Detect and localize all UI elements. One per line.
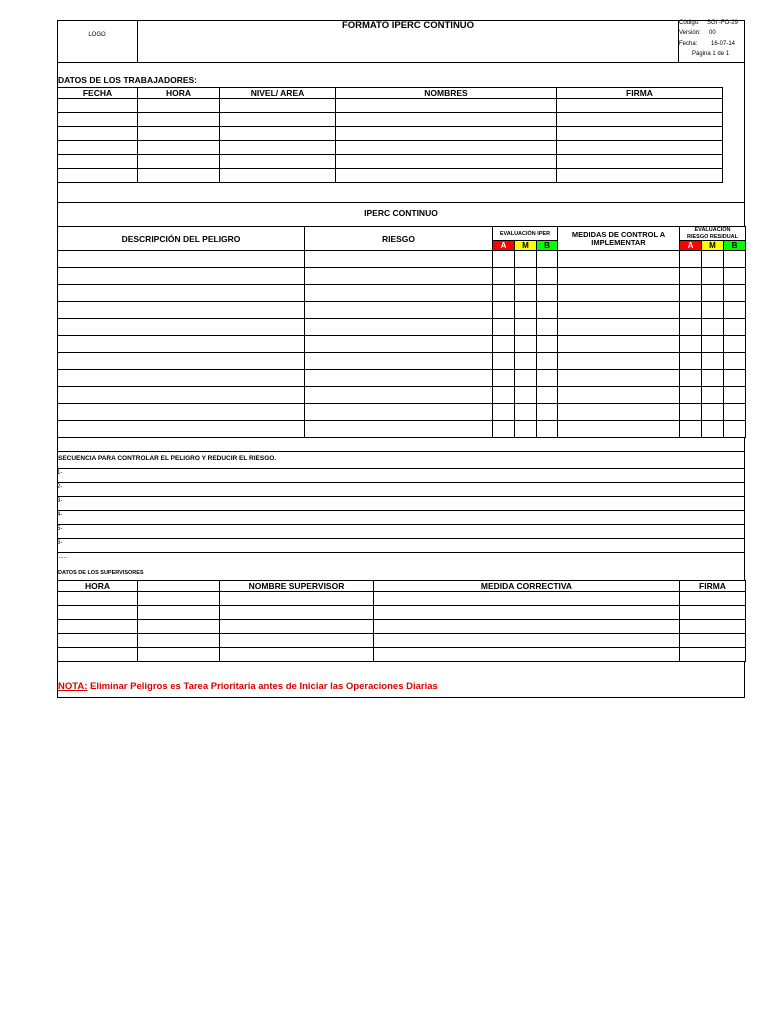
- iperc-cell[interactable]: [305, 336, 493, 353]
- supervisor-row: [58, 592, 746, 606]
- iperc-cell[interactable]: [724, 370, 746, 387]
- sequence-line: [57, 552, 745, 553]
- iperc-cell[interactable]: [702, 421, 724, 438]
- cell[interactable]: [336, 155, 557, 169]
- iperc-cell[interactable]: [305, 387, 493, 404]
- iperc-cell[interactable]: [724, 421, 746, 438]
- version-value: 00: [709, 30, 716, 36]
- iperc-cell[interactable]: [305, 404, 493, 421]
- iperc-table: [57, 226, 746, 438]
- supervisors-title: DATOS DE LOS SUPERVISORES: [58, 570, 144, 576]
- cell[interactable]: [220, 127, 336, 141]
- col-sup-hora: HORA: [58, 581, 138, 592]
- iperc-cell[interactable]: [702, 370, 724, 387]
- iperc-cell[interactable]: [702, 302, 724, 319]
- cell[interactable]: [557, 141, 723, 155]
- supervisor-cell[interactable]: [680, 620, 746, 634]
- iperc-cell[interactable]: [724, 404, 746, 421]
- cell[interactable]: [58, 99, 138, 113]
- cell[interactable]: [58, 113, 138, 127]
- col-hora: HORA: [138, 88, 220, 99]
- iperc-cell[interactable]: [58, 268, 305, 285]
- table-row: [58, 169, 723, 183]
- sequence-title: SECUENCIA PARA CONTROLAR EL PELIGRO Y REDUCIR EL RIESGO.: [58, 455, 277, 462]
- supervisor-cell[interactable]: [374, 592, 680, 606]
- iperc-cell[interactable]: [493, 404, 515, 421]
- cell[interactable]: [336, 99, 557, 113]
- fecha-label: Fecha:: [679, 41, 698, 47]
- iperc-spacer: [57, 438, 745, 452]
- iperc-cell[interactable]: [558, 302, 680, 319]
- iperc-row: [58, 319, 746, 336]
- iperc-cell[interactable]: [515, 302, 537, 319]
- supervisor-cell[interactable]: [374, 620, 680, 634]
- iperc-cell[interactable]: [305, 302, 493, 319]
- iperc-cell[interactable]: [58, 302, 305, 319]
- supervisor-cell[interactable]: [680, 634, 746, 648]
- cell[interactable]: [336, 141, 557, 155]
- iperc-cell[interactable]: [680, 370, 702, 387]
- cell[interactable]: [336, 113, 557, 127]
- iperc-cell[interactable]: [702, 319, 724, 336]
- iperc-cell[interactable]: [493, 251, 515, 268]
- cell[interactable]: [58, 141, 138, 155]
- table-row: [58, 127, 723, 141]
- iperc-cell[interactable]: [493, 285, 515, 302]
- residual-level-m: M: [702, 241, 724, 251]
- iperc-cell[interactable]: [558, 319, 680, 336]
- iperc-cell[interactable]: [493, 421, 515, 438]
- cell[interactable]: [58, 155, 138, 169]
- supervisor-cell[interactable]: [680, 648, 746, 662]
- cell[interactable]: [138, 141, 220, 155]
- iperc-cell[interactable]: [558, 268, 680, 285]
- iperc-cell[interactable]: [493, 319, 515, 336]
- iperc-cell[interactable]: [305, 285, 493, 302]
- iperc-cell[interactable]: [680, 336, 702, 353]
- workers-section-title: DATOS DE LOS TRABAJADORES:: [58, 75, 198, 85]
- cell[interactable]: [336, 169, 557, 183]
- cell[interactable]: [58, 127, 138, 141]
- supervisor-cell[interactable]: [58, 634, 138, 648]
- iperc-cell[interactable]: [515, 268, 537, 285]
- iperc-cell[interactable]: [58, 285, 305, 302]
- level-m: M: [515, 241, 537, 251]
- cell[interactable]: [138, 113, 220, 127]
- cell[interactable]: [138, 169, 220, 183]
- iperc-cell[interactable]: [493, 336, 515, 353]
- iperc-cell[interactable]: [724, 285, 746, 302]
- iperc-row: [58, 404, 746, 421]
- supervisor-row: [58, 634, 746, 648]
- codigo-value: SGI -FO-29: [707, 20, 739, 26]
- iperc-cell[interactable]: [724, 251, 746, 268]
- iperc-cell[interactable]: [58, 319, 305, 336]
- iperc-cell[interactable]: [558, 421, 680, 438]
- sequence-line: [57, 482, 745, 483]
- iperc-row: [58, 251, 746, 268]
- supervisor-cell[interactable]: [58, 606, 138, 620]
- col-medidas-control: [558, 227, 680, 251]
- supervisor-cell[interactable]: [58, 620, 138, 634]
- nota-label: NOTA:: [58, 681, 88, 692]
- iperc-cell[interactable]: [680, 302, 702, 319]
- col-evaluacion-iper: EVALUACIÓN IPER: [493, 227, 558, 241]
- workers-table: [57, 87, 723, 183]
- iperc-cell[interactable]: [305, 268, 493, 285]
- iperc-cell[interactable]: [702, 251, 724, 268]
- supervisor-cell[interactable]: [138, 634, 220, 648]
- iperc-cell[interactable]: [537, 336, 558, 353]
- cell[interactable]: [138, 127, 220, 141]
- col-nombres: NOMBRES: [336, 88, 557, 99]
- supervisor-cell[interactable]: [374, 648, 680, 662]
- cell[interactable]: [220, 155, 336, 169]
- table-row: [58, 113, 723, 127]
- cell[interactable]: [220, 113, 336, 127]
- residual-line-2: RIESGO RESIDUAL: [686, 233, 739, 240]
- medidas-line-1: MEDIDAS DE CONTROL A: [571, 229, 666, 239]
- cell[interactable]: [138, 155, 220, 169]
- iperc-cell[interactable]: [493, 302, 515, 319]
- cell[interactable]: [557, 169, 723, 183]
- iperc-row: [58, 387, 746, 404]
- iperc-cell[interactable]: [515, 353, 537, 370]
- table-row: [58, 99, 723, 113]
- col-descripcion-peligro: DESCRIPCIÓN DEL PELIGRO: [58, 227, 305, 251]
- iperc-cell[interactable]: [680, 319, 702, 336]
- iperc-cell[interactable]: [537, 387, 558, 404]
- residual-level-a: A: [680, 241, 702, 251]
- page-number: Página 1 de 1: [692, 51, 730, 57]
- nota-text: [58, 681, 438, 692]
- sequence-line: [57, 496, 745, 497]
- codigo-label: Código:: [679, 20, 700, 26]
- sequence-line: [57, 510, 745, 511]
- iperc-cell[interactable]: [702, 268, 724, 285]
- iperc-cell[interactable]: [305, 353, 493, 370]
- supervisor-cell[interactable]: [138, 620, 220, 634]
- iperc-cell[interactable]: [537, 421, 558, 438]
- sequence-line: [57, 538, 745, 539]
- supervisor-row: [58, 620, 746, 634]
- iperc-cell[interactable]: [305, 370, 493, 387]
- iperc-cell[interactable]: [58, 404, 305, 421]
- level-b: B: [537, 241, 558, 251]
- iperc-cell[interactable]: [558, 251, 680, 268]
- iperc-cell[interactable]: [680, 387, 702, 404]
- iperc-cell[interactable]: [515, 421, 537, 438]
- iperc-cell[interactable]: [515, 370, 537, 387]
- sequence-line: [57, 524, 745, 525]
- cell[interactable]: [557, 127, 723, 141]
- iperc-cell[interactable]: [515, 336, 537, 353]
- iperc-cell[interactable]: [558, 404, 680, 421]
- iperc-row: [58, 353, 746, 370]
- iperc-cell[interactable]: [515, 285, 537, 302]
- iperc-cell[interactable]: [493, 353, 515, 370]
- cell[interactable]: [557, 155, 723, 169]
- sequence-item[interactable]: 5-: [57, 526, 63, 532]
- iperc-cell[interactable]: [537, 319, 558, 336]
- cell[interactable]: [557, 99, 723, 113]
- iperc-cell[interactable]: [515, 319, 537, 336]
- col-evaluacion-residual: [680, 227, 746, 241]
- table-row: [58, 155, 723, 169]
- iperc-cell[interactable]: [493, 387, 515, 404]
- cell[interactable]: [220, 141, 336, 155]
- supervisor-cell[interactable]: [220, 592, 374, 606]
- col-nivel-area: NIVEL/ AREA: [220, 88, 336, 99]
- iperc-cell[interactable]: [58, 336, 305, 353]
- iperc-cell[interactable]: [515, 387, 537, 404]
- iperc-cell[interactable]: [702, 336, 724, 353]
- logo-placeholder: LOGO: [88, 32, 106, 38]
- iperc-cell[interactable]: [515, 251, 537, 268]
- iperc-cell[interactable]: [537, 370, 558, 387]
- iperc-row: [58, 370, 746, 387]
- supervisor-cell[interactable]: [220, 606, 374, 620]
- iperc-cell[interactable]: [537, 251, 558, 268]
- supervisor-row: [58, 648, 746, 662]
- sequence-item[interactable]: 6-: [57, 540, 63, 546]
- iperc-cell[interactable]: [702, 285, 724, 302]
- supervisor-cell[interactable]: [680, 592, 746, 606]
- cell[interactable]: [58, 169, 138, 183]
- iperc-cell[interactable]: [558, 387, 680, 404]
- cell[interactable]: [557, 113, 723, 127]
- sequence-item[interactable]: 4-: [57, 512, 63, 518]
- supervisor-cell[interactable]: [220, 620, 374, 634]
- iperc-cell[interactable]: [558, 353, 680, 370]
- iperc-cell[interactable]: [58, 353, 305, 370]
- iperc-cell[interactable]: [558, 285, 680, 302]
- page-title: FORMATO IPERC CONTINUO: [341, 20, 475, 31]
- iperc-cell[interactable]: [724, 353, 746, 370]
- iperc-cell[interactable]: [493, 370, 515, 387]
- iperc-row: [58, 285, 746, 302]
- iperc-cell[interactable]: [702, 353, 724, 370]
- cell[interactable]: [220, 169, 336, 183]
- iperc-cell[interactable]: [537, 302, 558, 319]
- iperc-cell[interactable]: [58, 370, 305, 387]
- iperc-row: [58, 268, 746, 285]
- supervisor-cell[interactable]: [138, 606, 220, 620]
- sequence-item[interactable]: 1-: [57, 470, 63, 476]
- residual-line-1: EVALUACIÓN: [694, 227, 731, 233]
- iperc-cell[interactable]: [702, 387, 724, 404]
- iperc-cell[interactable]: [680, 404, 702, 421]
- supervisor-cell[interactable]: [680, 606, 746, 620]
- iperc-cell[interactable]: [724, 268, 746, 285]
- supervisor-cell[interactable]: [138, 592, 220, 606]
- iperc-cell[interactable]: [537, 353, 558, 370]
- supervisor-cell[interactable]: [220, 634, 374, 648]
- iperc-cell[interactable]: [724, 387, 746, 404]
- supervisor-row: [58, 606, 746, 620]
- sequence-item[interactable]: ......: [57, 554, 68, 560]
- sequence-item[interactable]: 3-: [57, 498, 63, 504]
- col-sup-medida: MEDIDA CORRECTIVA: [374, 581, 680, 592]
- iperc-cell[interactable]: [305, 319, 493, 336]
- col-fecha: FECHA: [58, 88, 138, 99]
- col-sup-blank: [138, 581, 220, 592]
- iperc-cell[interactable]: [493, 268, 515, 285]
- supervisor-cell[interactable]: [220, 648, 374, 662]
- col-firma: FIRMA: [557, 88, 723, 99]
- sequence-item[interactable]: 2-: [57, 484, 63, 490]
- iperc-cell[interactable]: [702, 404, 724, 421]
- iperc-cell[interactable]: [305, 251, 493, 268]
- nota-message: Eliminar Peligros es Tarea Prioritaria antes de Iniciar las Operaciones Diarias: [87, 681, 438, 692]
- iperc-cell[interactable]: [724, 319, 746, 336]
- supervisor-cell[interactable]: [374, 606, 680, 620]
- supervisors-table: [57, 580, 746, 662]
- iperc-cell[interactable]: [58, 421, 305, 438]
- iperc-cell[interactable]: [305, 421, 493, 438]
- residual-level-b: B: [724, 241, 746, 251]
- table-row: [58, 141, 723, 155]
- version-label: Versión:: [679, 30, 701, 36]
- iperc-cell[interactable]: [680, 251, 702, 268]
- iperc-cell[interactable]: [58, 251, 305, 268]
- iperc-cell[interactable]: [537, 404, 558, 421]
- iperc-cell[interactable]: [537, 268, 558, 285]
- iperc-cell[interactable]: [558, 370, 680, 387]
- nota-box: [57, 661, 745, 698]
- cell[interactable]: [336, 127, 557, 141]
- iperc-row: [58, 302, 746, 319]
- col-sup-firma: FIRMA: [680, 581, 746, 592]
- iperc-row: [58, 421, 746, 438]
- iperc-cell[interactable]: [680, 353, 702, 370]
- iperc-cell[interactable]: [724, 336, 746, 353]
- col-sup-nombre: NOMBRE SUPERVISOR: [220, 581, 374, 592]
- supervisor-cell[interactable]: [58, 648, 138, 662]
- cell[interactable]: [220, 99, 336, 113]
- iperc-cell[interactable]: [537, 285, 558, 302]
- supervisor-cell[interactable]: [374, 634, 680, 648]
- supervisor-cell[interactable]: [138, 648, 220, 662]
- iperc-title: IPERC CONTINUO: [364, 208, 438, 218]
- iperc-cell[interactable]: [680, 421, 702, 438]
- iperc-cell[interactable]: [515, 404, 537, 421]
- iperc-cell[interactable]: [724, 302, 746, 319]
- level-a: A: [493, 241, 515, 251]
- medidas-line-2: IMPLEMENTAR: [591, 237, 646, 247]
- sequence-line: [57, 468, 745, 469]
- iperc-row: [58, 336, 746, 353]
- col-riesgo: RIESGO: [305, 227, 493, 251]
- iperc-cell[interactable]: [558, 336, 680, 353]
- iperc-cell[interactable]: [680, 268, 702, 285]
- supervisors-frame: [57, 567, 745, 581]
- iperc-cell[interactable]: [58, 387, 305, 404]
- fecha-value: 16-07-14: [711, 41, 736, 47]
- supervisor-cell[interactable]: [58, 592, 138, 606]
- cell[interactable]: [138, 99, 220, 113]
- iperc-cell[interactable]: [680, 285, 702, 302]
